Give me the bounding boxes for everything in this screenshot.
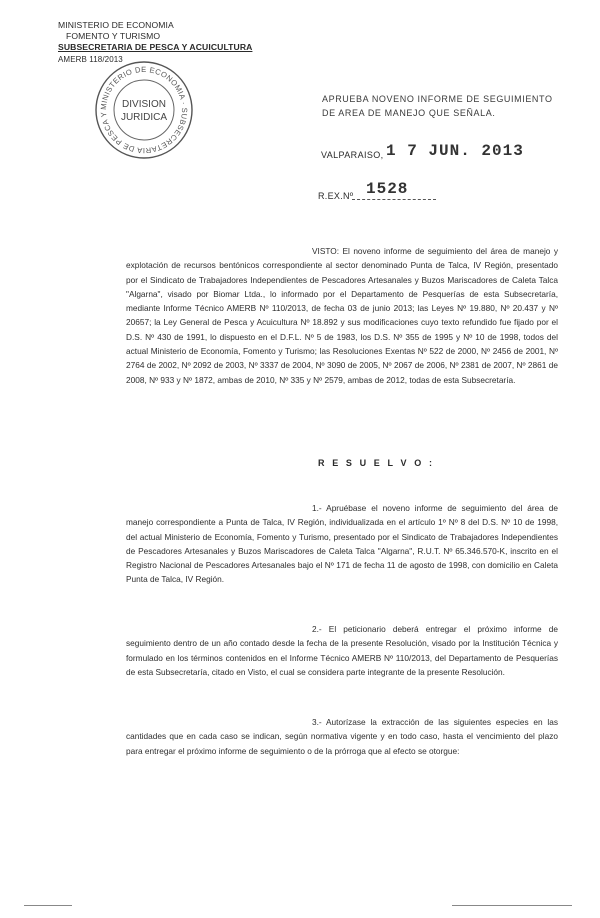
subsecretaria-name: SUBSECRETARIA DE PESCA Y ACUICULTURA — [58, 42, 253, 52]
division-juridica-stamp — [92, 58, 196, 162]
resolution-item-3: 3.- Autorízase la extracción de las siguientes especies en las cantidades que en cada caso se indican, según normativa vigente y en todo caso, hasta el vencimiento del plazo para entregar el próximo informe de seguimiento o de la prórroga que al efecto se otorgue: — [126, 717, 558, 756]
page-edge-mark-left — [24, 905, 72, 906]
stamp-seal-icon — [92, 58, 196, 162]
date-stamp: 1 7 JUN. 2013 — [386, 142, 524, 160]
ministry-subtitle: FOMENTO Y TURISMO — [66, 31, 161, 41]
resolution-label: R.EX.Nº — [318, 191, 354, 201]
page-edge-mark-right — [452, 905, 572, 906]
stamp-ring-text: MINISTERIO DE ECONOMIA · SUBSECRETARIA DE PESCA Y — [98, 64, 190, 156]
resolution-subject: APRUEBA NOVENO INFORME DE SEGUIMIENTO DE AREA DE MANEJO QUE SEÑALA. — [322, 94, 553, 118]
resolution-number-line — [352, 199, 436, 200]
resolution-number: 1528 — [366, 180, 409, 198]
stamp-center-line1: DIVISION — [122, 99, 166, 110]
file-reference: AMERB 118/2013 — [58, 55, 123, 64]
resolution-item-1: 1.- Apruébase el noveno informe de seguimiento del área de manejo correspondiente a Punta de Talca, IV Región, individualizada en el artículo 1º Nº 8 del D.S. Nº 10 de 1998, del actual Ministerio de Economía, Fomento y Turismo, presentado por el Sindicato de Trabajadores Independientes de Pescadores Artesanales y Buzos Mariscadores de Caleta Talca "Algarna", R.U.T. Nº 65.346.570-K, inscrito en el Registro Nacional de Pescadores Artesanales bajo el Nº 171 de fecha 11 de agosto de 1998, con domicilio en Caleta Punta de Talca, IV Región. — [126, 503, 558, 585]
stamp-center-line2: JURIDICA — [120, 112, 168, 123]
date-city: VALPARAISO, — [321, 150, 384, 160]
ministry-name: MINISTERIO DE ECONOMIA — [58, 20, 174, 30]
resolution-item-2: 2.- El peticionario deberá entregar el próximo informe de seguimiento dentro de un año contado desde la fecha de la presente Resolución, visado por la Institución Técnica y formulado en los términos contenidos en el Informe Técnico AMERB Nº 110/2013, del Departamento de Pesquerías de esta Subsecretaría, citado en Visto, el cual se considera parte integrante de la presente Resolución. — [126, 624, 558, 677]
visto-paragraph: VISTO: El noveno informe de seguimiento del área de manejo y explotación de recursos bentónicos correspondiente al sector denominado Punta de Talca, IV Región, presentado por el Sindicato de Trabajadores Independientes de Pescadores Artesanales y Buzos Mariscadores de Caleta Talca "Algarna", visado por Biomar Ltda., lo informado por el Departamento de Pesquerías de esta Subsecretaría, mediante Informe Técnico AMERB Nº 110/2013, de fecha 03 de junio 2013; las Leyes Nº 19.880, Nº 20.437 y Nº 20657; la Ley General de Pesca y Acuicultura Nº 18.892 y sus modificaciones cuyo texto refundido fue fijado por el D.S. Nº 430 de 1991, lo dispuesto en el D.F.L. Nº 5 de 1983, los D.S. Nº 355 de 1995 y Nº 10 de 1998, todos del actual Ministerio de Economía, Fomento y Turismo; las Resoluciones Exentas Nº 522 de 2000, Nº 2456 de 2001, Nº 2764 de 2002, Nº 2092 de 2003, Nº 3337 de 2004, Nº 3090 de 2005, Nº 2067 de 2006, Nº 2381 de 2007, Nº 2861 de 2008, Nº 933 y Nº 1872, ambas de 2010, Nº 335 y Nº 2579, ambas de 2012, todas de esta Subsecretaría. — [126, 246, 558, 385]
resuelvo-heading: R E S U E L V O : — [318, 458, 435, 468]
